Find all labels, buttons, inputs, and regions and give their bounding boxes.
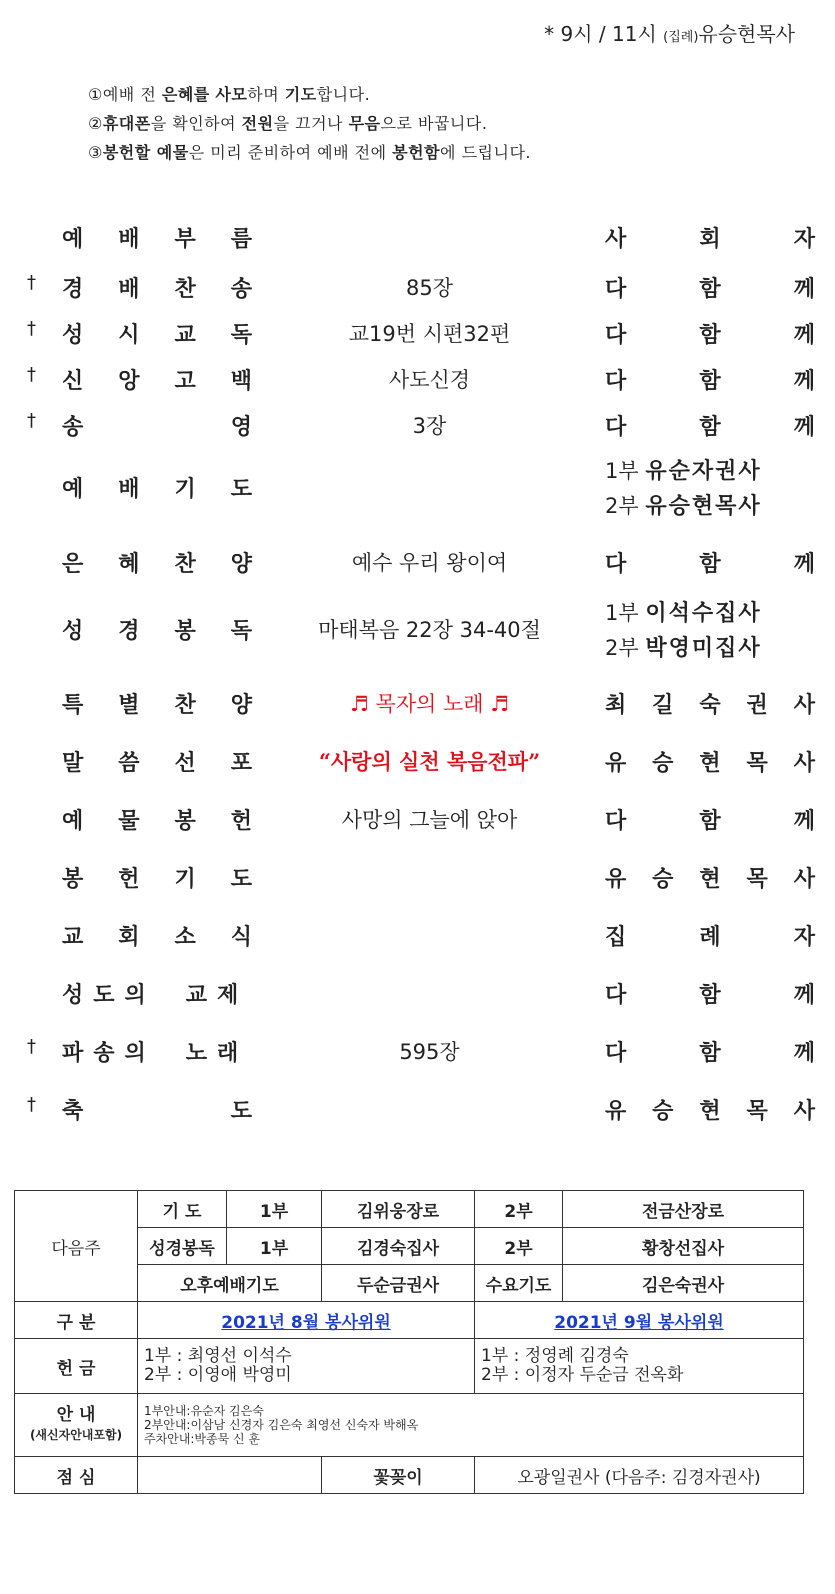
order-item-person bbox=[605, 746, 815, 777]
order-item-name-char: 씀 bbox=[118, 751, 140, 776]
note-text: 에 드립니다. bbox=[440, 143, 531, 162]
presider-tag: (집례) bbox=[663, 30, 699, 45]
part-label: 2부 bbox=[605, 494, 639, 518]
order-item-person-char: 현 bbox=[699, 1099, 721, 1124]
order-item-content: 595장 bbox=[399, 1040, 460, 1064]
order-item-name bbox=[62, 978, 257, 1009]
note-text: 을 끄거나 bbox=[273, 114, 349, 133]
order-item-person bbox=[605, 862, 815, 893]
order-item-name-char: 봉 bbox=[62, 867, 84, 892]
note-text: 으로 바꿉니다. bbox=[380, 114, 488, 133]
order-item-name-char: 예 bbox=[62, 809, 84, 834]
lunch-label: 점 심 bbox=[15, 1457, 138, 1494]
order-item-person bbox=[605, 364, 815, 395]
order-item-name-char: 송 bbox=[62, 415, 84, 440]
note-text: 을 확인하여 bbox=[150, 114, 242, 133]
order-item-name-char: 독 bbox=[230, 619, 252, 644]
person-line bbox=[605, 454, 820, 489]
order-item-person bbox=[605, 978, 815, 1009]
prayer-label: 기 도 bbox=[138, 1191, 227, 1228]
order-item-name bbox=[62, 1094, 252, 1125]
order-item-person-char: 유 bbox=[605, 867, 627, 892]
order-item-name-char: 성 bbox=[62, 619, 84, 644]
person-line bbox=[605, 489, 820, 524]
cross-mark: † bbox=[27, 410, 36, 431]
guide-2: 2부안내:이삼남 신경자 김은숙 최영선 신숙자 박해옥 bbox=[144, 1418, 419, 1432]
order-item-name-char: 양 bbox=[230, 552, 252, 577]
order-item-person-char: 사 bbox=[793, 751, 815, 776]
order-item-name-char: 헌 bbox=[230, 809, 252, 834]
note-emphasis: 사모 bbox=[215, 85, 248, 104]
order-item-person bbox=[605, 1036, 815, 1067]
order-item-person-char: 께 bbox=[793, 369, 815, 394]
note-emphasis: 은혜를 bbox=[161, 85, 210, 104]
order-item-person-char: 유 bbox=[605, 1099, 627, 1124]
order-item-content: 사망의 그늘에 앉아 bbox=[341, 808, 518, 832]
order-item-name-char: 포 bbox=[230, 751, 252, 776]
order-item-name bbox=[62, 222, 252, 253]
note-emphasis: 기도 bbox=[284, 85, 317, 104]
order-item-name-char: 성 bbox=[62, 323, 84, 348]
guide-3: 주차안내:박종묵 신 훈 bbox=[144, 1432, 261, 1446]
month-sep-link[interactable]: 2021년 9월 봉사위원 bbox=[554, 1312, 724, 1333]
order-item-name-char: 특 bbox=[62, 693, 84, 718]
order-item-name bbox=[62, 410, 252, 441]
order-item-name-char: 배 bbox=[118, 477, 140, 502]
section-label: 구 분 bbox=[15, 1302, 138, 1339]
order-item-content: “사랑의 실천 복음전파” bbox=[318, 749, 541, 774]
order-item-person-char: 목 bbox=[746, 867, 768, 892]
order-item-name-char: 경 bbox=[62, 277, 84, 302]
order-item-name-char: 선 bbox=[174, 751, 196, 776]
cross-mark: † bbox=[27, 272, 36, 293]
order-item-name-char: 백 bbox=[230, 369, 252, 394]
lunch-menu: 꽃꽂이 bbox=[322, 1457, 475, 1494]
order-item-person-char: 자 bbox=[793, 227, 815, 252]
aug-offering bbox=[138, 1339, 475, 1394]
order-item-name-char: 배 bbox=[118, 277, 140, 302]
sep-offering-2: 2부 : 이정자 두순금 전옥화 bbox=[481, 1365, 684, 1385]
order-item-name-char: 기 bbox=[174, 867, 196, 892]
order-item-person-char: 권 bbox=[746, 693, 768, 718]
order-item-name-char: 앙 bbox=[118, 369, 140, 394]
order-item-name-char: 파송의 bbox=[62, 1041, 156, 1066]
order-item-content: ♬ 목자의 노래 ♬ bbox=[349, 692, 510, 716]
order-item-person-char: 현 bbox=[699, 867, 721, 892]
cross-mark: † bbox=[27, 1094, 36, 1115]
order-item-name-char: 배 bbox=[118, 227, 140, 252]
header-presider bbox=[544, 18, 795, 47]
part-person: 유순자권사 bbox=[645, 459, 762, 484]
note-text: 합니다. bbox=[316, 85, 371, 104]
order-item-person bbox=[605, 920, 815, 951]
month-aug-link[interactable]: 2021년 8월 봉사위원 bbox=[221, 1312, 391, 1333]
order-item-name-char: 찬 bbox=[174, 693, 196, 718]
wed-prayer-person: 김은숙권사 bbox=[563, 1265, 804, 1302]
order-item-name-char: 혜 bbox=[118, 552, 140, 577]
sep-offering bbox=[475, 1339, 804, 1394]
order-item-name-char: 고 bbox=[174, 369, 196, 394]
note-emphasis: 전원 bbox=[241, 114, 274, 133]
order-item-person-char: 길 bbox=[652, 693, 674, 718]
order-item-person bbox=[605, 410, 815, 441]
order-item-name-char: 찬 bbox=[174, 277, 196, 302]
cross-mark: † bbox=[27, 1036, 36, 1057]
order-item-content: 마태복음 22장 34-40절 bbox=[318, 618, 541, 642]
order-item-person-char: 승 bbox=[652, 867, 674, 892]
order-item-person-char: 다 bbox=[605, 323, 627, 348]
order-item-content: 3장 bbox=[412, 414, 447, 438]
note-line bbox=[88, 80, 531, 109]
order-item-name-char: 식 bbox=[230, 925, 252, 950]
aug-offering-1: 1부 : 최영선 이석수 bbox=[144, 1346, 292, 1366]
order-item-name-char: 회 bbox=[118, 925, 140, 950]
note-emphasis: 봉헌할 예물 bbox=[102, 143, 189, 162]
order-item-person-char: 께 bbox=[793, 983, 815, 1008]
order-item-person-char: 목 bbox=[746, 751, 768, 776]
order-item-person bbox=[605, 222, 815, 253]
order-item-person-char: 다 bbox=[605, 1041, 627, 1066]
aug-offering-2: 2부 : 이영애 박영미 bbox=[144, 1365, 292, 1385]
part-label: 1부 bbox=[605, 601, 639, 625]
note-text: ③ bbox=[88, 143, 103, 162]
order-item-person-char: 사 bbox=[793, 867, 815, 892]
order-item-person-char: 승 bbox=[652, 751, 674, 776]
order-item-person-char: 께 bbox=[793, 552, 815, 577]
cross-mark: † bbox=[27, 364, 36, 385]
prayer-part2: 2부 bbox=[475, 1191, 563, 1228]
order-item-person-char: 함 bbox=[699, 323, 721, 348]
order-item-person-char: 함 bbox=[699, 277, 721, 302]
order-item-name-char: 기 bbox=[174, 477, 196, 502]
note-text: ② bbox=[88, 114, 103, 133]
person-line bbox=[605, 596, 820, 631]
order-item-name-char: 예 bbox=[62, 477, 84, 502]
reading-part1-person: 김경숙집사 bbox=[322, 1228, 475, 1265]
order-item-person-char: 회 bbox=[699, 227, 721, 252]
worship-notes bbox=[88, 80, 531, 167]
order-item-name-char: 봉 bbox=[174, 809, 196, 834]
order-item-name-char: 축 bbox=[62, 1099, 84, 1124]
guide-1: 1부안내:유순자 김은숙 bbox=[144, 1404, 264, 1418]
order-item-person-lines bbox=[605, 454, 820, 524]
order-item-content: 교19번 시편32편 bbox=[348, 322, 511, 346]
order-item-name bbox=[62, 472, 252, 503]
order-item-person-char: 유 bbox=[605, 751, 627, 776]
pm-prayer-label: 오후예배기도 bbox=[138, 1265, 322, 1302]
next-week-label: 다음주 bbox=[15, 1191, 138, 1302]
order-item-content: 사도신경 bbox=[388, 368, 471, 392]
order-item-name bbox=[62, 862, 252, 893]
prayer-part1: 1부 bbox=[227, 1191, 322, 1228]
service-times: * 9시 / 11시 bbox=[544, 22, 657, 46]
order-item-name-char: 송 bbox=[230, 277, 252, 302]
lunch-empty bbox=[138, 1457, 322, 1494]
order-item-person-char: 께 bbox=[793, 277, 815, 302]
order-item-name bbox=[62, 804, 252, 835]
note-emphasis: 무음 bbox=[348, 114, 381, 133]
order-item-person-char: 사 bbox=[605, 227, 627, 252]
order-item-content: 85장 bbox=[405, 276, 453, 300]
order-item-content: 예수 우리 왕이여 bbox=[351, 551, 508, 575]
order-item-person-char: 께 bbox=[793, 1041, 815, 1066]
note-line bbox=[88, 138, 531, 167]
order-item-name-char: 별 bbox=[118, 693, 140, 718]
cross-mark: † bbox=[27, 318, 36, 339]
order-item-name bbox=[62, 614, 252, 645]
reading-part1: 1부 bbox=[227, 1228, 322, 1265]
note-text: 하며 bbox=[247, 85, 285, 104]
reading-part2: 2부 bbox=[475, 1228, 563, 1265]
order-item-name-char: 경 bbox=[118, 619, 140, 644]
note-text: 은 미리 준비하여 예배 전에 bbox=[188, 143, 393, 162]
order-item-person bbox=[605, 547, 815, 578]
order-item-name bbox=[62, 318, 252, 349]
order-item-name-char: 신 bbox=[62, 369, 84, 394]
note-text: ①예배 전 bbox=[88, 85, 162, 104]
order-item-person-char: 함 bbox=[699, 552, 721, 577]
order-item-person-char: 다 bbox=[605, 809, 627, 834]
note-emphasis: 휴대폰 bbox=[102, 114, 151, 133]
order-item-name-char: 성도의 bbox=[62, 983, 156, 1008]
lunch-person: 오광일권사 (다음주: 김경자권사) bbox=[475, 1457, 804, 1494]
order-item-person-char: 다 bbox=[605, 277, 627, 302]
order-item-name-char: 물 bbox=[118, 809, 140, 834]
order-item-name-char: 교 bbox=[62, 925, 84, 950]
order-item-name-char: 부 bbox=[174, 227, 196, 252]
note-line bbox=[88, 109, 531, 138]
order-item-person-char: 사 bbox=[793, 1099, 815, 1124]
reading-part2-person: 황창선집사 bbox=[563, 1228, 804, 1265]
order-item-name-char: 찬 bbox=[174, 552, 196, 577]
guide-sub: (새신자안내포함) bbox=[29, 1428, 123, 1442]
wed-prayer-label: 수요기도 bbox=[475, 1265, 563, 1302]
order-item-person-char: 함 bbox=[699, 809, 721, 834]
part-label: 2부 bbox=[605, 636, 639, 660]
order-item-person-char: 함 bbox=[699, 415, 721, 440]
part-person: 유승현목사 bbox=[645, 494, 762, 519]
order-item-name bbox=[62, 272, 252, 303]
order-item-name bbox=[62, 364, 252, 395]
part-label: 1부 bbox=[605, 459, 639, 483]
order-item-name bbox=[62, 746, 252, 777]
order-item-person-char: 다 bbox=[605, 552, 627, 577]
order-item-person-char: 께 bbox=[793, 809, 815, 834]
order-item-name-char: 도 bbox=[230, 1099, 252, 1124]
order-item-name-char: 헌 bbox=[118, 867, 140, 892]
order-item-name-char: 교 bbox=[174, 323, 196, 348]
order-item-person bbox=[605, 1094, 815, 1125]
order-item-person bbox=[605, 804, 815, 835]
order-item-person-char: 께 bbox=[793, 415, 815, 440]
order-item-name-char: 도 bbox=[230, 867, 252, 892]
order-item-person-char: 현 bbox=[699, 751, 721, 776]
order-item-name bbox=[62, 688, 252, 719]
order-item-person-char: 숙 bbox=[699, 693, 721, 718]
offering-label: 헌 금 bbox=[15, 1339, 138, 1394]
order-item-name-char: 교제 bbox=[185, 983, 249, 1008]
order-item-person-lines bbox=[605, 596, 820, 666]
order-item-name-char: 예 bbox=[62, 227, 84, 252]
order-item-person-char: 다 bbox=[605, 415, 627, 440]
order-item-person-char: 승 bbox=[652, 1099, 674, 1124]
order-item-person-char: 최 bbox=[605, 693, 627, 718]
pm-prayer-person: 두순금권사 bbox=[322, 1265, 475, 1302]
order-item-name-char: 노래 bbox=[185, 1041, 249, 1066]
order-item-person-char: 사 bbox=[793, 693, 815, 718]
prayer-part2-person: 전금산장로 bbox=[563, 1191, 804, 1228]
order-item-name-char: 영 bbox=[230, 415, 252, 440]
sep-offering-1: 1부 : 정영례 김경숙 bbox=[481, 1346, 629, 1366]
note-emphasis: 봉헌함 bbox=[392, 143, 441, 162]
order-item-name-char: 시 bbox=[118, 323, 140, 348]
order-item-person bbox=[605, 318, 815, 349]
order-item-name bbox=[62, 1036, 257, 1067]
order-item-person-char: 함 bbox=[699, 983, 721, 1008]
order-item-person-char: 함 bbox=[699, 369, 721, 394]
order-item-person bbox=[605, 272, 815, 303]
order-item-name-char: 독 bbox=[230, 323, 252, 348]
order-item-name bbox=[62, 920, 252, 951]
guide-list bbox=[138, 1394, 804, 1457]
order-item-name-char: 도 bbox=[230, 477, 252, 502]
order-item-person-char: 께 bbox=[793, 323, 815, 348]
order-item-name-char: 양 bbox=[230, 693, 252, 718]
order-item-name-char: 름 bbox=[230, 227, 252, 252]
order-item-person-char: 례 bbox=[699, 925, 721, 950]
order-item-name-char: 은 bbox=[62, 552, 84, 577]
order-item-person-char: 다 bbox=[605, 983, 627, 1008]
order-item-person-char: 다 bbox=[605, 369, 627, 394]
reading-label: 성경봉독 bbox=[138, 1228, 227, 1265]
part-person: 박영미집사 bbox=[645, 636, 762, 661]
part-person: 이석수집사 bbox=[645, 601, 762, 626]
presider-name: 유승현목사 bbox=[698, 22, 795, 46]
order-item-name bbox=[62, 547, 252, 578]
info-table bbox=[14, 1190, 804, 1494]
order-item-person-char: 자 bbox=[793, 925, 815, 950]
prayer-part1-person: 김위웅장로 bbox=[322, 1191, 475, 1228]
guide-label: 안 내 bbox=[56, 1405, 96, 1425]
order-item-name-char: 소 bbox=[174, 925, 196, 950]
order-item-name-char: 봉 bbox=[174, 619, 196, 644]
person-line bbox=[605, 631, 820, 666]
order-item-person-char: 목 bbox=[746, 1099, 768, 1124]
order-item-person-char: 집 bbox=[605, 925, 627, 950]
order-item-person-char: 함 bbox=[699, 1041, 721, 1066]
order-item-person bbox=[605, 688, 815, 719]
order-item-name-char: 말 bbox=[62, 751, 84, 776]
guide-cell bbox=[15, 1394, 138, 1457]
